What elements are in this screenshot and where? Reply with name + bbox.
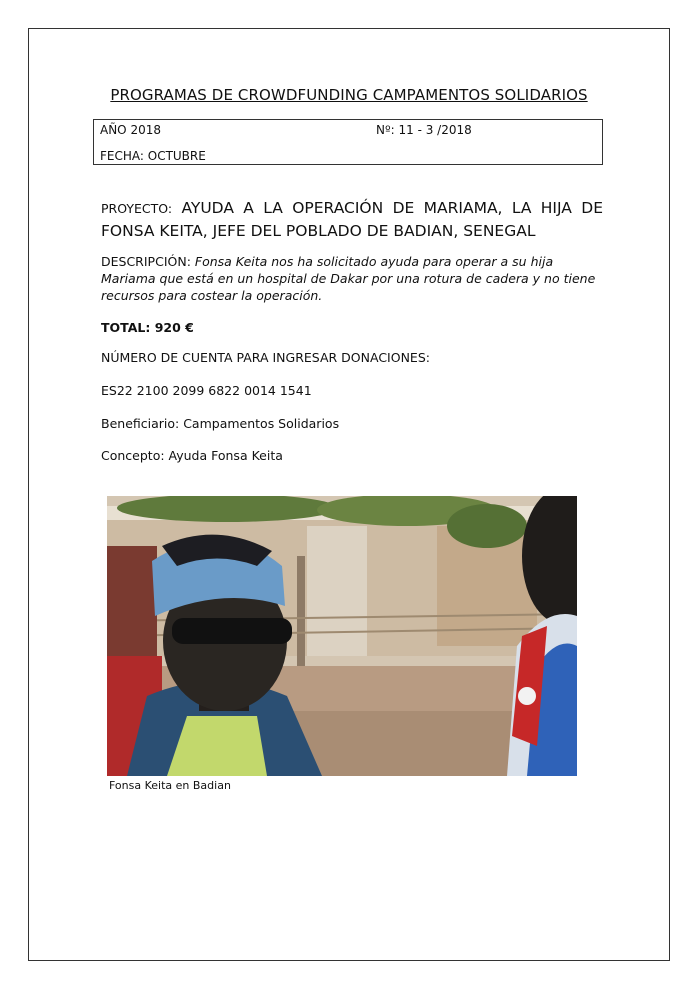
info-box xyxy=(93,119,603,165)
concept: Concepto: Ayuda Fonsa Keita xyxy=(101,448,283,463)
project-section xyxy=(101,197,603,242)
date-field: FECHA: OCTUBRE xyxy=(100,149,206,163)
beneficiary: Beneficiario: Campamentos Solidarios xyxy=(101,416,340,431)
description-label: DESCRIPCIÓN: xyxy=(101,254,191,269)
page-title: PROGRAMAS DE CROWDFUNDING CAMPAMENTOS SOLIDARIOS xyxy=(110,86,588,104)
document-page xyxy=(28,28,670,961)
project-text: AYUDA A LA OPERACIÓN DE MARIAMA, LA HIJA DE FONSA KEITA, JEFE DEL POBLADO DE BADIAN, SENEGAL xyxy=(101,199,603,240)
project-label: PROYECTO: xyxy=(101,201,173,216)
photo-caption: Fonsa Keita en Badian xyxy=(109,779,231,792)
number-field: Nº: 11 - 3 /2018 xyxy=(376,123,472,137)
account-iban: ES22 2100 2099 6822 0014 1541 xyxy=(101,383,312,398)
total-amount: TOTAL: 920 € xyxy=(101,320,194,335)
year-field: AÑO 2018 xyxy=(100,123,161,137)
description-text: Fonsa Keita nos ha solicitado ayuda para operar a su hija Mariama que está en un hospital de Dakar por una rotura de cadera y no tiene recursos para costear la operación. xyxy=(101,254,596,303)
photo-fonsa-keita xyxy=(107,496,577,776)
account-label: NÚMERO DE CUENTA PARA INGRESAR DONACIONES: xyxy=(101,350,430,365)
description-section xyxy=(101,253,603,304)
photo-illustration xyxy=(107,496,577,776)
